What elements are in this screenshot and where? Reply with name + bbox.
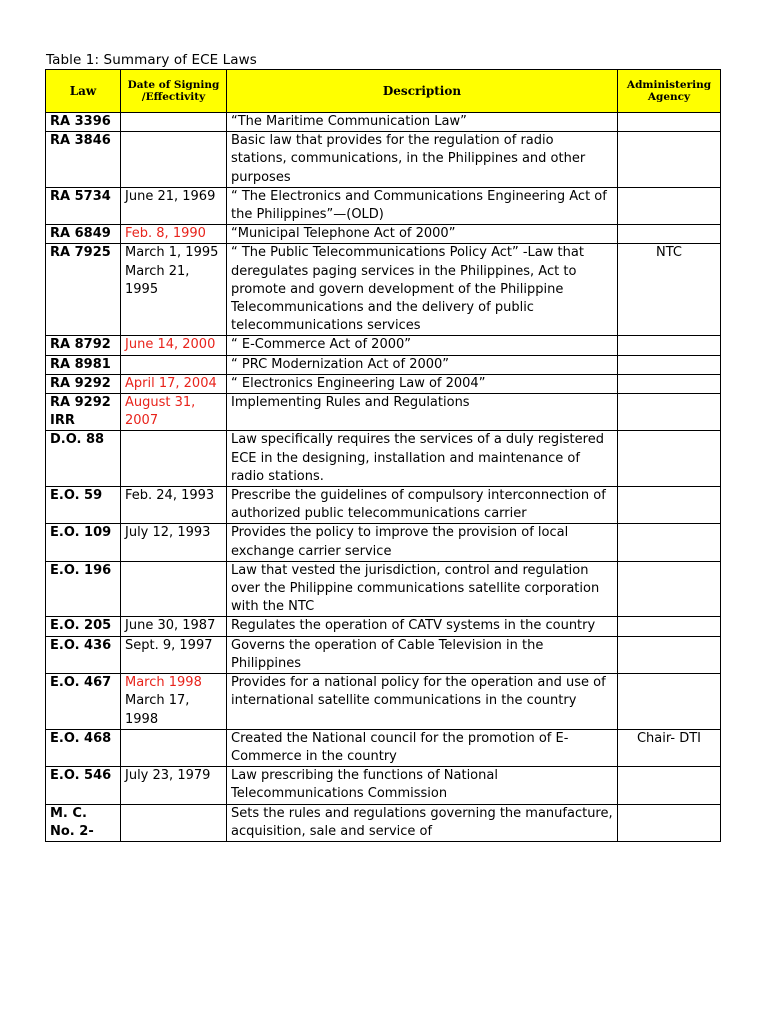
agency-cell — [618, 524, 721, 561]
date-cell — [121, 355, 227, 374]
date-cell — [121, 729, 227, 766]
date-text: Feb. 24, 1993 — [125, 488, 215, 504]
law-cell: E.O. 109 — [46, 524, 121, 561]
agency-cell — [618, 674, 721, 730]
agency-cell — [618, 617, 721, 636]
table-row — [46, 636, 721, 673]
law-cell: RA 5734 — [46, 187, 121, 224]
date-cell — [121, 487, 227, 524]
date-cell — [121, 674, 227, 730]
agency-cell — [618, 187, 721, 224]
description-cell: Created the National council for the promotion of E-Commerce in the country — [227, 729, 618, 766]
date-text: June 30, 1987 — [125, 618, 216, 634]
description-cell: Governs the operation of Cable Television in the Philippines — [227, 636, 618, 673]
date-cell — [121, 394, 227, 431]
date-cell — [121, 132, 227, 188]
table-row — [46, 804, 721, 841]
description-cell: “ E-Commerce Act of 2000” — [227, 336, 618, 355]
date-cell — [121, 636, 227, 673]
agency-cell — [618, 132, 721, 188]
law-cell: RA 8792 — [46, 336, 121, 355]
date-text: July 23, 1979 — [125, 768, 211, 784]
agency-cell — [618, 804, 721, 841]
agency-cell — [618, 767, 721, 804]
table-row — [46, 729, 721, 766]
table-row — [46, 561, 721, 617]
law-cell: E.O. 205 — [46, 617, 121, 636]
date-cell — [121, 561, 227, 617]
law-cell: E.O. 467 — [46, 674, 121, 730]
date-text: Feb. 8, 1990 — [125, 226, 206, 242]
law-cell: RA 9292 IRR — [46, 394, 121, 431]
date-text: April 17, 2004 — [125, 375, 217, 391]
agency-cell — [618, 225, 721, 244]
law-cell: M. C. No. 2- — [46, 804, 121, 841]
date-text: Sept. 9, 1997 — [125, 637, 213, 653]
table-row — [46, 113, 721, 132]
description-cell: Basic law that provides for the regulation of radio stations, communications, in the Philippines and other purposes — [227, 132, 618, 188]
agency-cell — [618, 355, 721, 374]
table-row — [46, 244, 721, 336]
agency-cell — [618, 487, 721, 524]
ece-laws-table — [45, 69, 721, 842]
law-cell: E.O. 196 — [46, 561, 121, 617]
agency-cell: Chair- DTI — [618, 729, 721, 766]
table-row — [46, 617, 721, 636]
description-cell: Law prescribing the functions of National Telecommunications Commission — [227, 767, 618, 804]
description-cell: Provides for a national policy for the operation and use of international satellite communications in the country — [227, 674, 618, 730]
date-text: June 14, 2000 — [125, 337, 216, 353]
date-cell — [121, 804, 227, 841]
law-cell: RA 3396 — [46, 113, 121, 132]
table-row — [46, 767, 721, 804]
description-cell: Sets the rules and regulations governing the manufacture, acquisition, sale and service of — [227, 804, 618, 841]
table-row — [46, 355, 721, 374]
description-cell: “The Maritime Communication Law” — [227, 113, 618, 132]
description-cell: Prescribe the guidelines of compulsory interconnection of authorized public telecommunications carrier — [227, 487, 618, 524]
law-cell: RA 9292 — [46, 374, 121, 393]
table-caption: Table 1: Summary of ECE Laws — [46, 52, 257, 68]
table-row — [46, 187, 721, 224]
law-cell: E.O. 546 — [46, 767, 121, 804]
law-cell: RA 8981 — [46, 355, 121, 374]
date-text: August 31, 2007 — [125, 395, 196, 429]
description-cell: “ Electronics Engineering Law of 2004” — [227, 374, 618, 393]
date-cell — [121, 336, 227, 355]
table-header-row — [46, 70, 721, 113]
agency-cell — [618, 113, 721, 132]
date-cell — [121, 524, 227, 561]
date-text: March 1998 — [125, 675, 202, 691]
date-cell — [121, 225, 227, 244]
law-cell: RA 7925 — [46, 244, 121, 336]
header-date: Date of Signing /Effectivity — [121, 70, 227, 113]
table-body — [46, 113, 721, 842]
law-cell: E.O. 468 — [46, 729, 121, 766]
description-cell: Provides the policy to improve the provision of local exchange carrier service — [227, 524, 618, 561]
date-text: June 21, 1969 — [125, 188, 216, 204]
agency-cell: NTC — [618, 244, 721, 336]
description-cell: Regulates the operation of CATV systems in the country — [227, 617, 618, 636]
date-cell — [121, 113, 227, 132]
date-cell — [121, 431, 227, 487]
description-cell: Law specifically requires the services of a duly registered ECE in the designing, installation and maintenance of radio stations. — [227, 431, 618, 487]
law-cell: RA 3846 — [46, 132, 121, 188]
table-row — [46, 225, 721, 244]
law-cell: E.O. 436 — [46, 636, 121, 673]
law-cell: D.O. 88 — [46, 431, 121, 487]
table-row — [46, 394, 721, 431]
date-text: July 12, 1993 — [125, 525, 211, 541]
date-cell — [121, 374, 227, 393]
law-cell: E.O. 59 — [46, 487, 121, 524]
description-cell: “ The Public Telecommunications Policy Act” -Law that deregulates paging services in the Philippines, Act to promote and govern development of the Philippine Telecommunications and the delivery of public telecommunications services — [227, 244, 618, 336]
date-text: March 1, 1995 March 21, 1995 — [125, 245, 219, 297]
description-cell: Law that vested the jurisdiction, control and regulation over the Philippine communications satellite corporation with the NTC — [227, 561, 618, 617]
date-cell — [121, 187, 227, 224]
header-description: Description — [227, 70, 618, 113]
description-cell: “ PRC Modernization Act of 2000” — [227, 355, 618, 374]
table-row — [46, 524, 721, 561]
date-cell — [121, 244, 227, 336]
table-row — [46, 487, 721, 524]
agency-cell — [618, 561, 721, 617]
date-cell — [121, 767, 227, 804]
table-row — [46, 336, 721, 355]
description-cell: “Municipal Telephone Act of 2000” — [227, 225, 618, 244]
table-row — [46, 431, 721, 487]
description-cell: “ The Electronics and Communications Engineering Act of the Philippines”—(OLD) — [227, 187, 618, 224]
table-row — [46, 674, 721, 730]
header-agency: Administering Agency — [618, 70, 721, 113]
agency-cell — [618, 636, 721, 673]
date-text: March 17, 1998 — [125, 693, 190, 727]
agency-cell — [618, 336, 721, 355]
agency-cell — [618, 374, 721, 393]
description-cell: Implementing Rules and Regulations — [227, 394, 618, 431]
date-cell — [121, 617, 227, 636]
header-law: Law — [46, 70, 121, 113]
table-row — [46, 132, 721, 188]
law-cell: RA 6849 — [46, 225, 121, 244]
agency-cell — [618, 431, 721, 487]
agency-cell — [618, 394, 721, 431]
table-row — [46, 374, 721, 393]
